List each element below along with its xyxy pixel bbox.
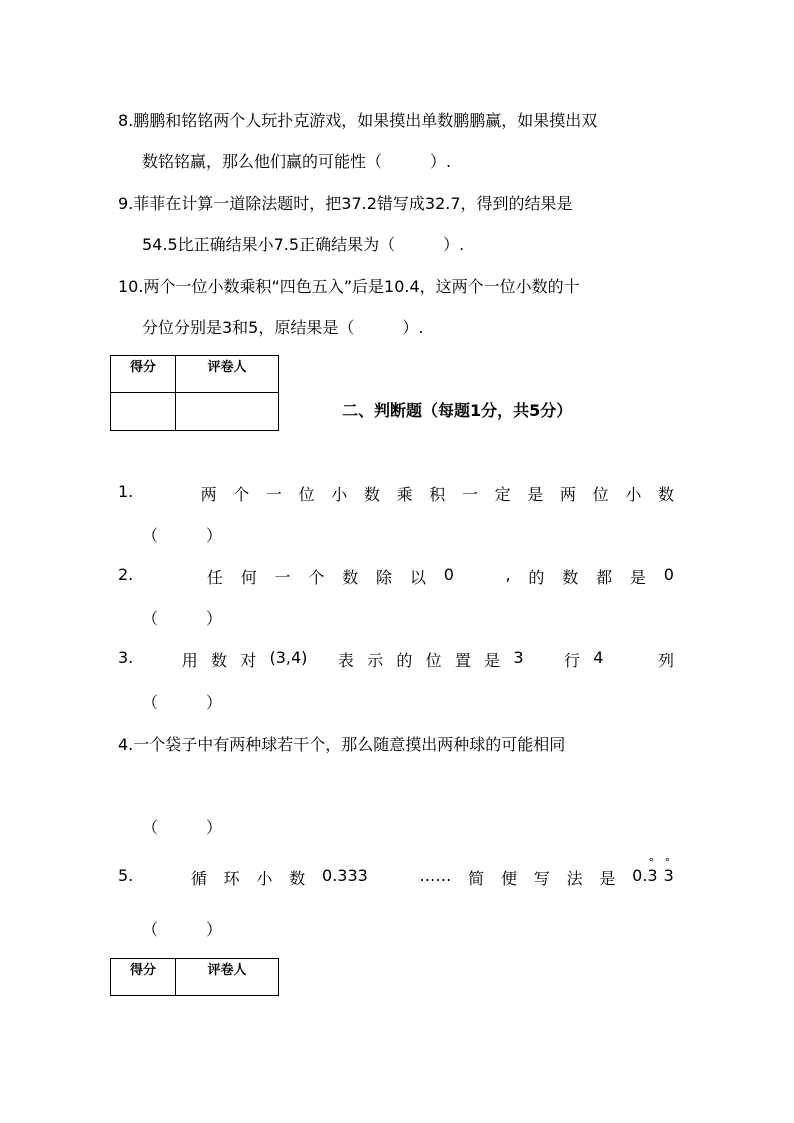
- q1-char: 一: [461, 485, 478, 504]
- q1-char: 小: [331, 485, 348, 504]
- repeating-digit-1-text: 3: [647, 866, 658, 885]
- q1-char: 位: [298, 485, 315, 504]
- grader-header: 评卷人: [176, 356, 279, 393]
- judge-q4: 4.一个袋子中有两种球若干个，那么随意摸出两种球的可能相同: [118, 735, 566, 754]
- q5-char: 0.333: [322, 866, 368, 885]
- q9-line2: 54.5比正确结果小7.5正确结果为（ ）.: [142, 235, 465, 254]
- q5-answer-prefix: 0.: [632, 866, 648, 885]
- q3-char: 对: [240, 651, 257, 670]
- q3-char: 表: [337, 651, 354, 670]
- repeating-digit-1: [647, 866, 657, 885]
- q3-char: 位: [425, 651, 442, 670]
- q3-char: 行: [564, 651, 581, 670]
- q2-char: ,: [505, 565, 511, 584]
- q3-answer-paren[interactable]: （ ）: [142, 693, 223, 712]
- q10-line1: 10.两个一位小数乘积“四色五入”后是10.4，这两个一位小数的十: [118, 277, 580, 296]
- q1-num: 1.: [118, 482, 134, 501]
- q2-char: 0: [663, 565, 674, 584]
- q5-char: 数: [289, 869, 306, 888]
- q5-char: 写: [533, 869, 550, 888]
- q2-char: 一: [274, 568, 291, 587]
- q1-char: 定: [494, 485, 511, 504]
- judge-q5: [118, 866, 674, 889]
- q5-char: 是: [599, 869, 616, 888]
- q5-char: 便: [500, 869, 517, 888]
- judge-q3: [118, 648, 674, 671]
- q3-char: (3,4): [269, 648, 308, 667]
- q5-char: 法: [566, 869, 583, 888]
- q1-char: 数: [363, 485, 380, 504]
- q1-answer-paren[interactable]: （ ）: [142, 526, 223, 545]
- q8-line1: 8.鹏鹏和铭铭两个人玩扑克游戏，如果摸出单数鹏鹏赢，如果摸出双: [118, 111, 598, 130]
- q2-char: 除: [376, 568, 393, 587]
- score-header: 得分: [111, 959, 176, 996]
- q1-char: 积: [429, 485, 446, 504]
- q1-char: 位: [592, 485, 609, 504]
- q3-num: 3.: [118, 648, 134, 667]
- q1-char: 小: [625, 485, 642, 504]
- q5-num: 5.: [118, 866, 134, 885]
- q3-char: 示: [367, 651, 384, 670]
- grader-cell: [176, 393, 279, 431]
- q2-char: 以: [409, 568, 426, 587]
- q2-char: 数: [562, 568, 579, 587]
- q5-char: 小: [256, 869, 273, 888]
- q1-char: 数: [657, 485, 674, 504]
- q5-answer-paren[interactable]: （ ）: [142, 920, 223, 939]
- score-header: 得分: [111, 356, 176, 393]
- score-cell: [111, 393, 176, 431]
- q2-char: 数: [342, 568, 359, 587]
- q1-char: 两: [200, 485, 217, 504]
- grader-header: 评卷人: [176, 959, 279, 996]
- q2-char: 何: [240, 568, 257, 587]
- q8-line2: 数铭铭赢，那么他们赢的可能性（ ）.: [142, 152, 452, 171]
- q10-line2: 分位分别是3和5，原结果是（ ）.: [142, 318, 424, 337]
- q5-char: 环: [223, 869, 240, 888]
- q3-char: 4: [593, 648, 604, 667]
- section2-title: 二、判断题（每题1分，共5分）: [342, 401, 573, 420]
- q1-char: 是: [527, 485, 544, 504]
- q3-char: 的: [396, 651, 413, 670]
- q3-char: 列: [657, 651, 674, 670]
- q3-char: 是: [484, 651, 501, 670]
- q1-char: 个: [233, 485, 250, 504]
- q3-char: 置: [454, 651, 471, 670]
- q3-char: 3: [513, 648, 524, 667]
- q1-char: 乘: [396, 485, 413, 504]
- q2-char: 是: [629, 568, 646, 587]
- q3-char: 用: [181, 651, 198, 670]
- q3-char: 数: [210, 651, 227, 670]
- q5-answer: [632, 866, 674, 889]
- score-table-1: [110, 355, 279, 431]
- q2-char: 0: [443, 565, 454, 584]
- q2-char: 任: [206, 568, 223, 587]
- judge-q1: [118, 482, 674, 505]
- score-table-2: [110, 958, 279, 996]
- q5-char: 简: [468, 869, 485, 888]
- q1-char: 两: [559, 485, 576, 504]
- repeating-digit-2-text: 3: [663, 866, 674, 885]
- repeating-digit-2: [664, 866, 674, 885]
- q4-answer-paren[interactable]: （ ）: [142, 818, 223, 837]
- q2-char: 个: [308, 568, 325, 587]
- q1-char: 一: [265, 485, 282, 504]
- q5-char: 循: [190, 869, 207, 888]
- judge-q2: [118, 565, 674, 588]
- q5-char: ……: [419, 866, 452, 885]
- q2-answer-paren[interactable]: （ ）: [142, 609, 223, 628]
- q2-char: 都: [596, 568, 613, 587]
- q9-line1: 9.菲菲在计算一道除法题时，把37.2错写成32.7，得到的结果是: [118, 194, 573, 213]
- q2-num: 2.: [118, 565, 134, 584]
- q2-char: 的: [528, 568, 545, 587]
